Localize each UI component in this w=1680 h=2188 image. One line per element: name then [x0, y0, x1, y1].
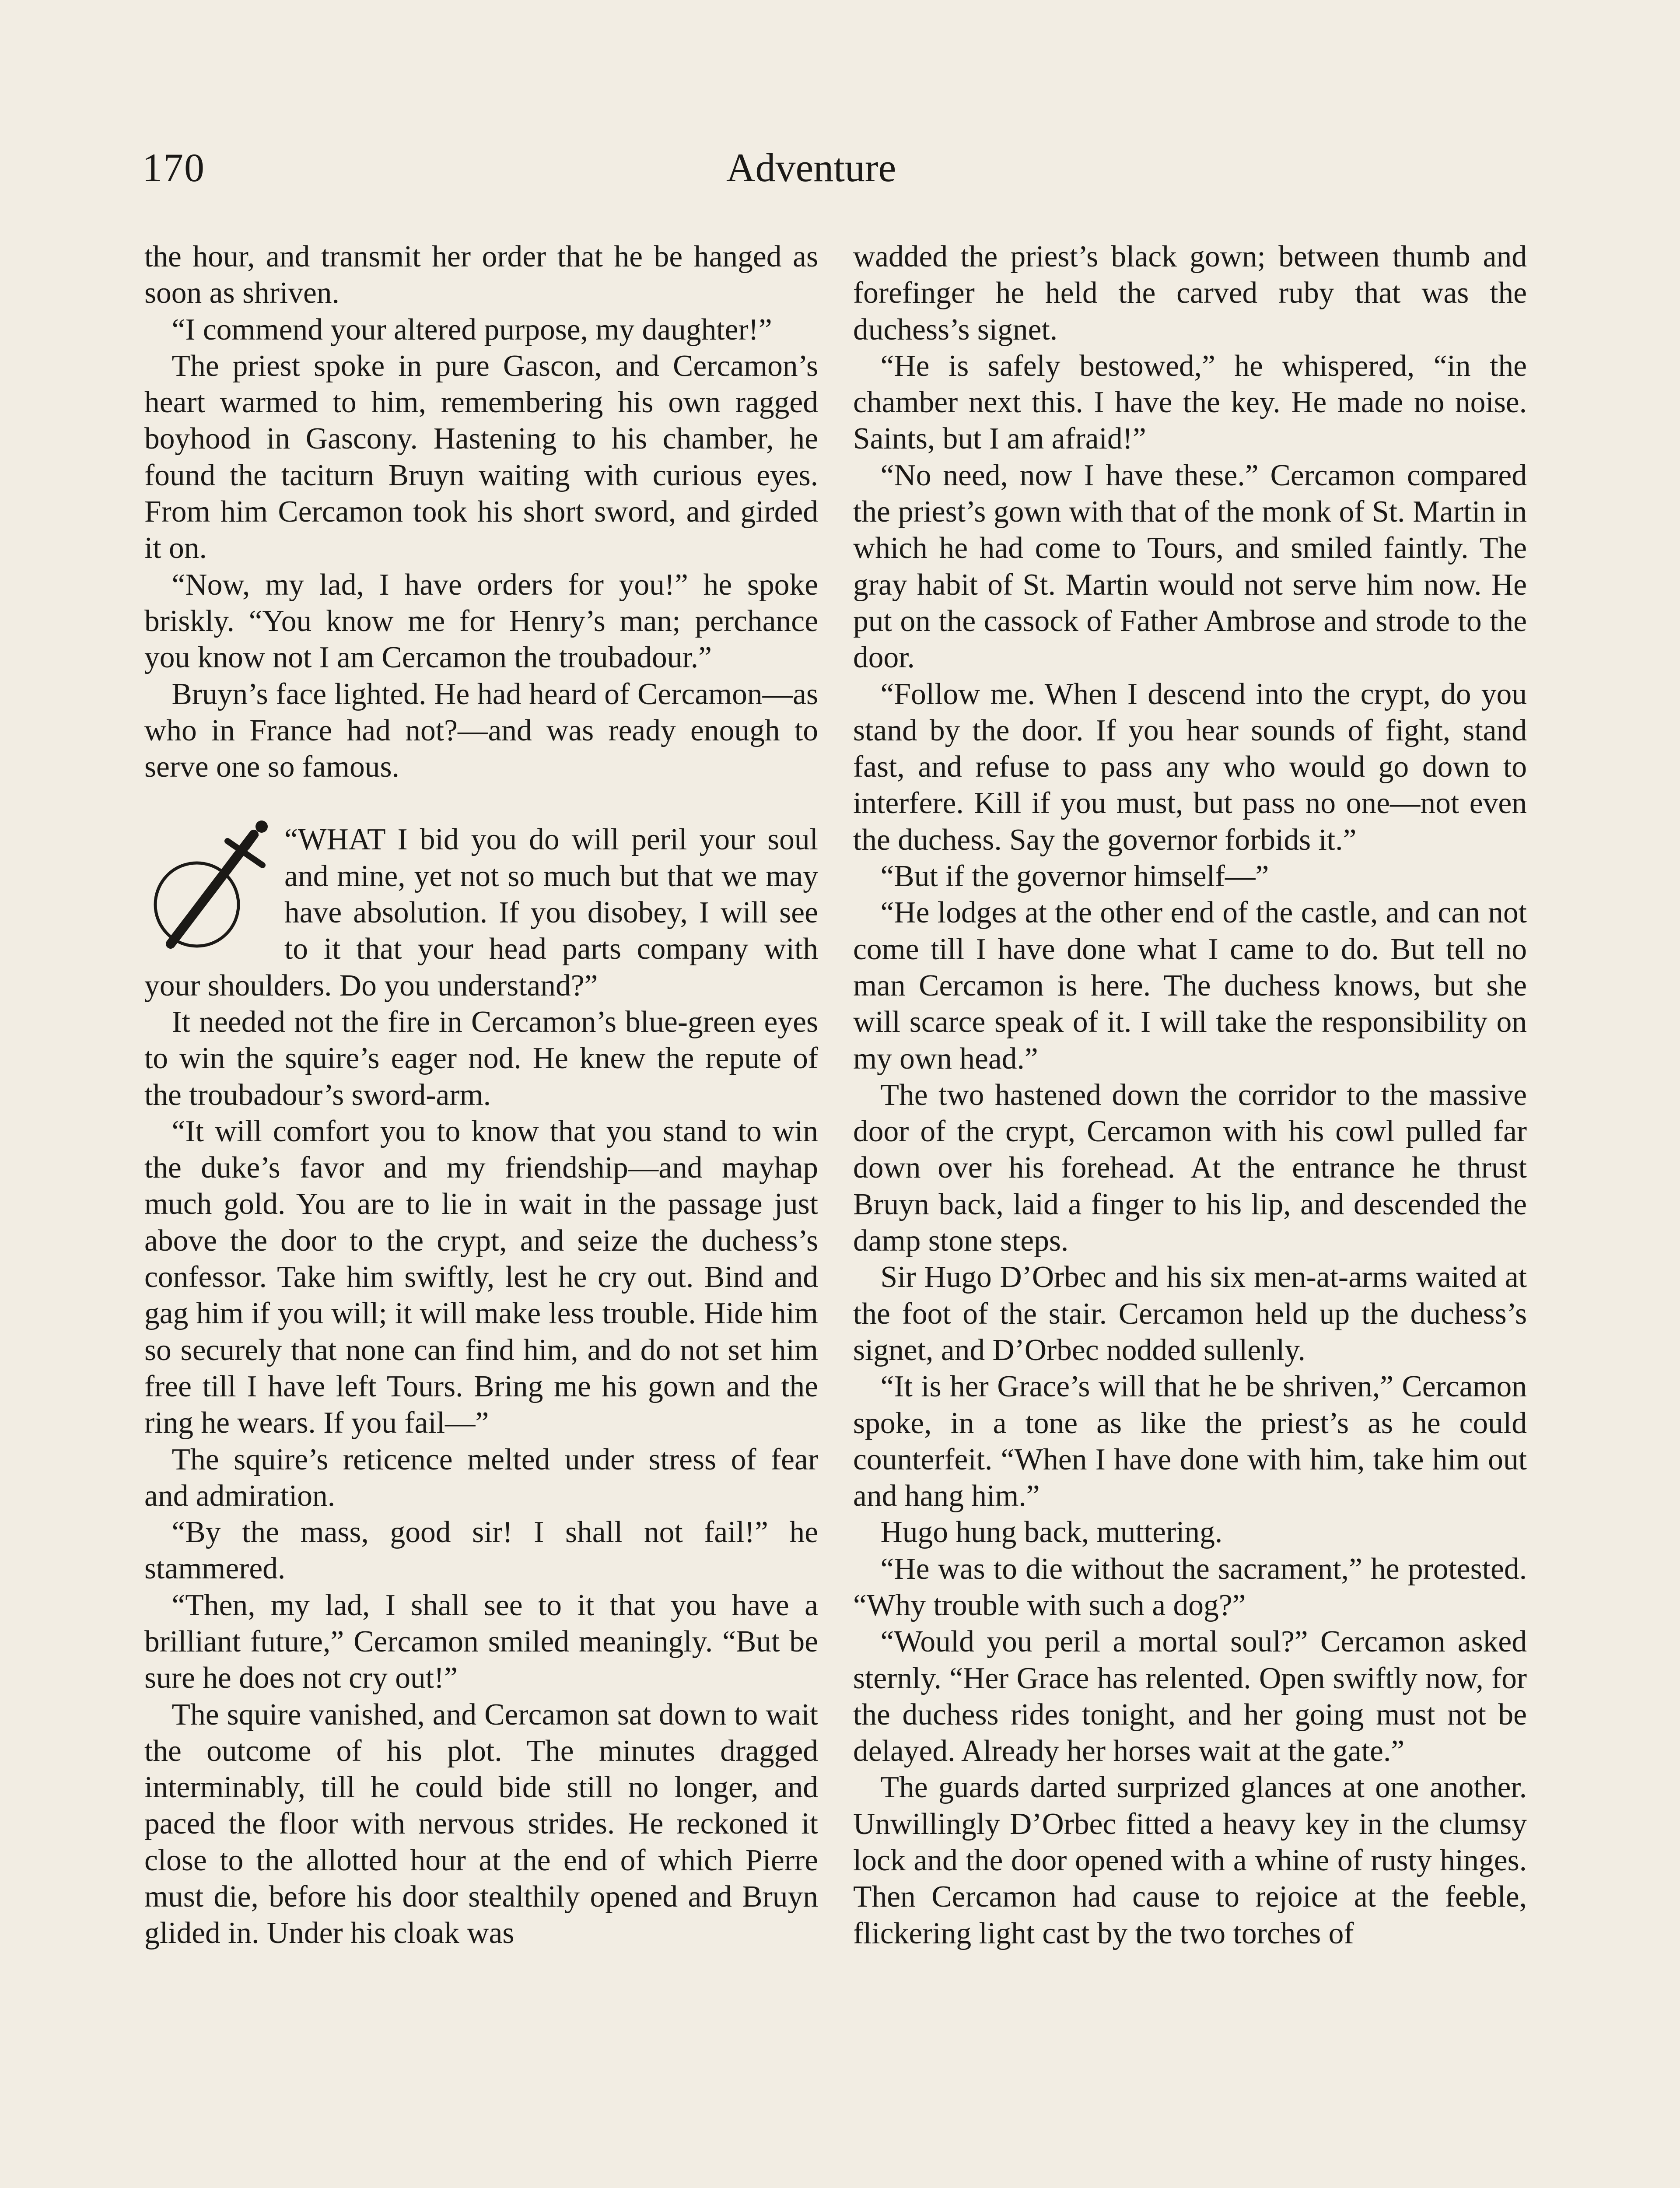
paragraph: “By the mass, good sir! I shall not fail!” he stammered. [144, 1515, 818, 1586]
section-break [144, 785, 818, 821]
paragraph: “Follow me. When I descend into the crypt, do you stand by the door. If you hear sounds of fight, stand fast, and refuse to pass any who would go down to interfere. Kill if you must, but pass no one—not even the duchess. Say the governor forbids it.” [853, 677, 1527, 857]
left-column [144, 238, 818, 1952]
paragraph: “I commend your altered purpose, my daughter!” [172, 312, 772, 347]
page-number: 170 [142, 145, 205, 190]
paragraph: Bruyn’s face lighted. He had heard of Cercamon—as who in France had not?—and was ready enough to serve one so famous. [144, 677, 818, 784]
paragraph: Hugo hung back, muttering. [880, 1515, 1223, 1550]
paragraph: “Now, my lad, I have orders for you!” he spoke briskly. “You know me for Henry’s man; perchance you know not I am Cercamon the troubadour.” [144, 568, 818, 675]
paragraph: The guards darted surprized glances at one another. Unwillingly D’Orbec fitted a heavy key in the clumsy lock and the door opened with a whine of rusty hinges. Then Cercamon had cause to rejoice at the feeble, flickering light cast by the two torches of [853, 1771, 1527, 1950]
paragraph: “He was to die without the sacrament,” he protested. “Why trouble with such a dog?” [853, 1552, 1527, 1622]
paragraph: “But if the governor himself—” [880, 859, 1269, 894]
paragraph: “Then, my lad, I shall see to it that you have a brilliant future,” Cercamon smiled meaningly. “But be sure he does not cry out!” [144, 1588, 818, 1695]
paragraph: “He is safely bestowed,” he whispered, “in the chamber next this. I have the key. He made no noise. Saints, but I am afraid!” [853, 349, 1527, 456]
paragraph: The squire’s reticence melted under stress of fear and admiration. [144, 1442, 818, 1513]
paragraph: “No need, now I have these.” Cercamon compared the priest’s gown with that of the monk of St. Martin in which he had come to Tours, and smiled faintly. The gray habit of St. Martin would not serve him now. He put on the cassock of Father Ambrose and strode to the door. [853, 458, 1527, 675]
paragraph: It needed not the fire in Cercamon’s blue-green eyes to win the squire’s eager nod. He knew the repute of the troubadour’s sword-arm. [144, 1005, 818, 1112]
paragraph: the hour, and transmit her order that he be hanged as soon as shriven. [144, 240, 818, 310]
sword-and-circle-icon [144, 817, 276, 966]
paragraph: The two hastened down the corridor to the massive door of the crypt, Cercamon with his cowl pulled far down over his forehead. At the entrance he thrust Bruyn back, laid a finger to his lip, and descended the damp stone steps. [853, 1078, 1527, 1258]
paragraph: “He lodges at the other end of the castle, and can not come till I have done what I came to do. But tell no man Cercamon is here. The duchess knows, but she will scarce speak of it. I will take the responsibility on my own head.” [853, 896, 1527, 1076]
running-head: Adventure [726, 145, 896, 190]
paragraph: “WHAT I bid you do will peril your soul and mine, yet not so much but that we may have absolution. If you disobey, I will see to it that your head parts company with your shoulders. Do you understand?” [144, 823, 818, 1003]
right-column [853, 238, 1527, 1952]
paragraph: “It is her Grace’s will that he be shriven,” Cercamon spoke, in a tone as like the priest’s as he could counterfeit. “When I have done with him, take him out and hang him.” [853, 1370, 1527, 1513]
paragraph: The priest spoke in pure Gascon, and Cercamon’s heart warmed to him, remembering his own ragged boyhood in Gascony. Hastening to his chamber, he found the taciturn Bruyn waiting with curious eyes. From him Cercamon took his short sword, and girded it on. [144, 349, 818, 565]
paragraph: “Would you peril a mortal soul?” Cercamon asked sternly. “Her Grace has relented. Open swiftly now, for the duchess rides tonight, and her going must not be delayed. Already her horses wait at the gate.” [853, 1625, 1527, 1768]
paragraph: wadded the priest’s black gown; between thumb and forefinger he held the carved ruby that was the duchess’s signet. [853, 240, 1527, 347]
paragraph: The squire vanished, and Cercamon sat down to wait the outcome of his plot. The minutes dragged interminably, till he could bide still no longer, and paced the floor with nervous strides. He reckoned it close to the allotted hour at the end of which Pierre must die, before his door stealthily opened and Bruyn glided in. Under his cloak was [144, 1697, 818, 1950]
paragraph: “It will comfort you to know that you stand to win the duke’s favor and my friendship—and mayhap much gold. You are to lie in wait in the passage just above the door to the crypt, and seize the duchess’s confessor. Take him swiftly, lest he cry out. Bind and gag him if you will; it will make less trouble. Hide him so securely that none can find him, and do not set him free till I have left Tours. Bring me his gown and the ring he wears. If you fail—” [144, 1114, 818, 1440]
paragraph: Sir Hugo D’Orbec and his six men-at-arms waited at the foot of the stair. Cercamon held up the duchess’s signet, and D’Orbec nodded sullenly. [853, 1260, 1527, 1367]
